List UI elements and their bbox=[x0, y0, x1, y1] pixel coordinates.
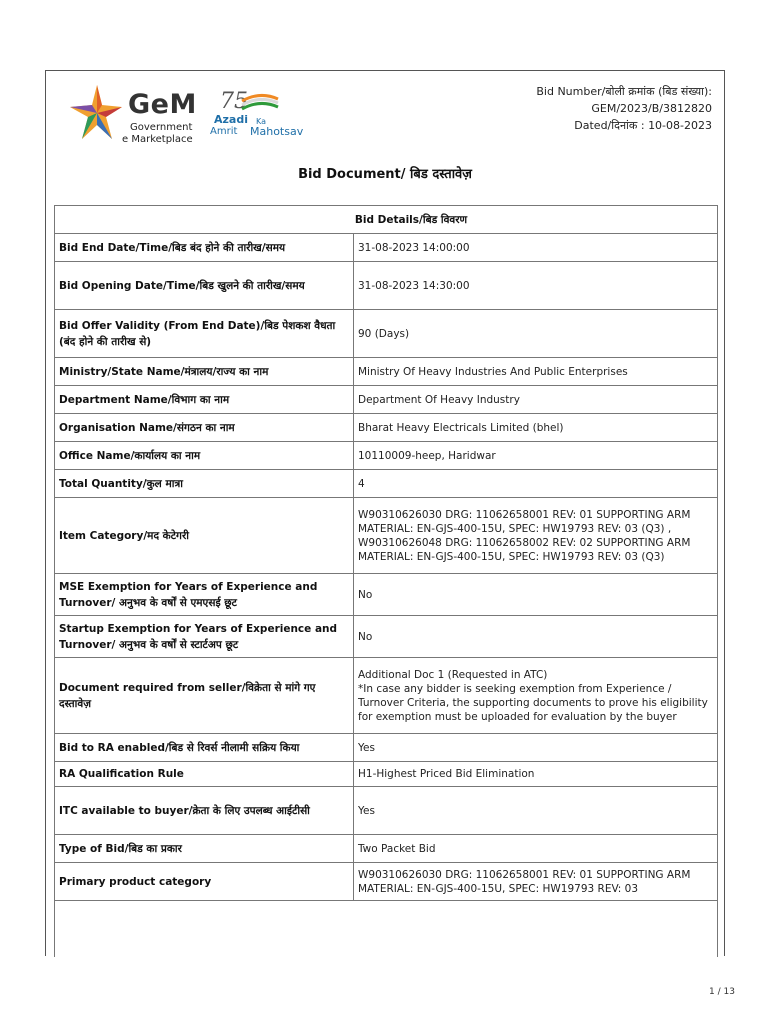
row-label: RA Qualification Rule bbox=[55, 762, 354, 787]
bid-info bbox=[536, 83, 712, 134]
table-continuation bbox=[54, 901, 718, 957]
row-value: Yes bbox=[354, 734, 718, 762]
gem-logo-sub1: Government bbox=[130, 122, 193, 133]
row-value: 31-08-2023 14:00:00 bbox=[354, 234, 718, 262]
row-label: Type of Bid/बिड का प्रकार bbox=[55, 835, 354, 863]
table-row bbox=[55, 658, 718, 734]
table-row bbox=[55, 234, 718, 262]
row-value: No bbox=[354, 574, 718, 616]
row-label: Bid Opening Date/Time/बिड खुलने की तारीख/समय bbox=[55, 262, 354, 310]
table-row bbox=[55, 574, 718, 616]
row-value: 10110009-heep, Haridwar bbox=[354, 442, 718, 470]
row-value: Ministry Of Heavy Industries And Public Enterprises bbox=[354, 358, 718, 386]
row-label: Bid Offer Validity (From End Date)/बिड पेशकश वैधता (बंद होने की तारीख से) bbox=[55, 310, 354, 358]
row-label: Total Quantity/कुल मात्रा bbox=[55, 470, 354, 498]
table-row bbox=[55, 616, 718, 658]
azadi-text: Azadi bbox=[214, 113, 248, 126]
document-page bbox=[45, 70, 725, 956]
dated-value: 10-08-2023 bbox=[648, 119, 712, 132]
row-value: 4 bbox=[354, 470, 718, 498]
table-row bbox=[55, 787, 718, 835]
row-label: Bid to RA enabled/बिड से रिवर्स नीलामी सक्रिय किया bbox=[55, 734, 354, 762]
table-row bbox=[55, 414, 718, 442]
gem-logo bbox=[66, 83, 366, 143]
row-label: Item Category/मद केटेगरी bbox=[55, 498, 354, 574]
row-value: 31-08-2023 14:30:00 bbox=[354, 262, 718, 310]
azadi-ka-text: Ka bbox=[256, 117, 267, 126]
row-label: ITC available to buyer/क्रेता के लिए उपलब्ध आईटीसी bbox=[55, 787, 354, 835]
row-label: MSE Exemption for Years of Experience and Turnover/ अनुभव के वर्षों से एमएसई छूट bbox=[55, 574, 354, 616]
azadi-75-text: 75 bbox=[220, 89, 248, 114]
row-label: Office Name/कार्यालय का नाम bbox=[55, 442, 354, 470]
azadi-ka-amrit-mahotsav-logo bbox=[210, 89, 324, 145]
row-value: 90 (Days) bbox=[354, 310, 718, 358]
table-row bbox=[55, 863, 718, 901]
table-row bbox=[55, 835, 718, 863]
table-row bbox=[55, 358, 718, 386]
row-label: Primary product category bbox=[55, 863, 354, 901]
table-row bbox=[55, 762, 718, 787]
table-row bbox=[55, 470, 718, 498]
bid-number: GEM/2023/B/3812820 bbox=[591, 102, 712, 115]
row-label: Department Name/विभाग का नाम bbox=[55, 386, 354, 414]
row-label: Startup Exemption for Years of Experience and Turnover/ अनुभव के वर्षों से स्टार्टअप छूट bbox=[55, 616, 354, 658]
row-value: Two Packet Bid bbox=[354, 835, 718, 863]
gem-star-icon bbox=[66, 83, 128, 143]
row-value: Additional Doc 1 (Requested in ATC) *In case any bidder is seeking exemption from Experience / Turnover Criteria, the supporting documents to prove his eligibility for exemption must be uploaded for evaluation by the buyer bbox=[354, 658, 718, 734]
table-row bbox=[55, 498, 718, 574]
dated-label: Dated/दिनांक : bbox=[574, 119, 645, 132]
row-value: W90310626030 DRG: 11062658001 REV: 01 SUPPORTING ARM MATERIAL: EN-GJS-400-15U, SPEC: HW19793 REV: 03 bbox=[354, 863, 718, 901]
tricolor-icon bbox=[240, 93, 280, 113]
gem-logo-sub2: e Marketplace bbox=[122, 134, 193, 145]
table-row bbox=[55, 310, 718, 358]
row-value: W90310626030 DRG: 11062658001 REV: 01 SUPPORTING ARM MATERIAL: EN-GJS-400-15U, SPEC: HW19793 REV: 03 (Q3) , W90310626048 DRG: 11062658002 REV: 02 SUPPORTING ARM MATERIAL: EN-GJS-400-15U, SPEC: HW19793 REV: 03 (Q3) bbox=[354, 498, 718, 574]
row-value: Department Of Heavy Industry bbox=[354, 386, 718, 414]
row-value: H1-Highest Priced Bid Elimination bbox=[354, 762, 718, 787]
table-row bbox=[55, 442, 718, 470]
row-value: Bharat Heavy Electricals Limited (bhel) bbox=[354, 414, 718, 442]
mahotsav-text: Mahotsav bbox=[250, 125, 304, 138]
table-row bbox=[55, 386, 718, 414]
bid-details-table bbox=[54, 205, 718, 901]
row-value: No bbox=[354, 616, 718, 658]
bid-date-line bbox=[536, 117, 712, 134]
page-title: Bid Document/ बिड दस्तावेज़ bbox=[298, 167, 472, 182]
row-label: Ministry/State Name/मंत्रालय/राज्य का नाम bbox=[55, 358, 354, 386]
row-label: Document required from seller/विक्रेता से मांगे गए दस्तावेज़ bbox=[55, 658, 354, 734]
page-number: 1 / 13 bbox=[709, 987, 735, 997]
bid-number-label: Bid Number/बोली क्रमांक (बिड संख्या): bbox=[536, 85, 712, 98]
row-value: Yes bbox=[354, 787, 718, 835]
row-label: Organisation Name/संगठन का नाम bbox=[55, 414, 354, 442]
gem-logo-text: GeM bbox=[128, 89, 197, 120]
bid-details-heading: Bid Details/बिड विवरण bbox=[55, 206, 718, 234]
amrit-text: Amrit bbox=[210, 126, 238, 137]
row-label: Bid End Date/Time/बिड बंद होने की तारीख/समय bbox=[55, 234, 354, 262]
table-row bbox=[55, 734, 718, 762]
table-row bbox=[55, 262, 718, 310]
